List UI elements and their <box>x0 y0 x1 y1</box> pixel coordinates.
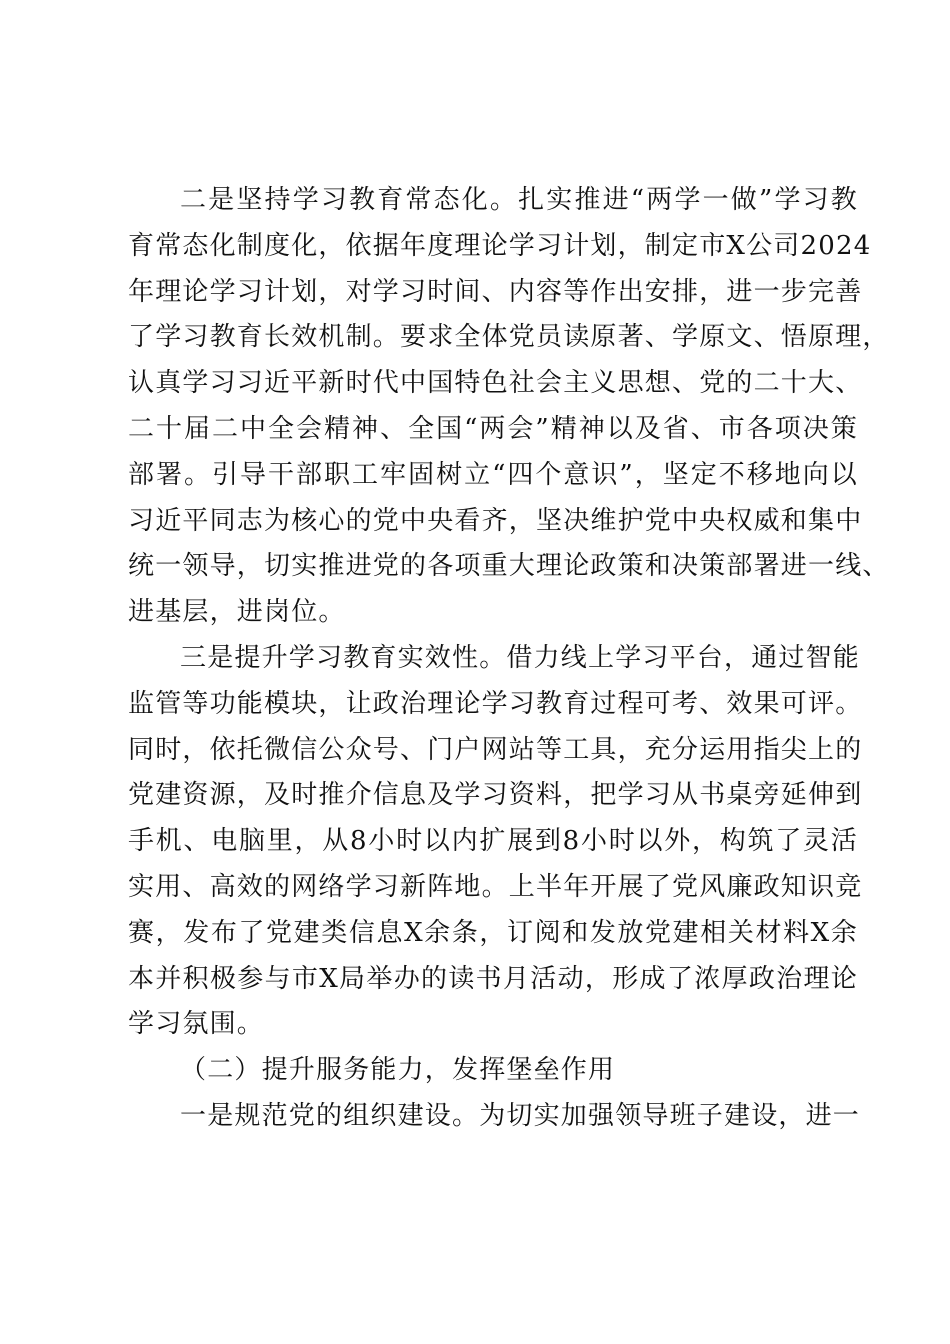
paragraph-line: 学习氛围。 <box>128 1009 265 1040</box>
paragraph-line: 监管等功能模块，让政治理论学习教育过程可考、效果可评。 <box>128 688 863 719</box>
paragraph-line: 部署。引导干部职工牢固树立“四个意识”，坚定不移地向以 <box>128 459 858 490</box>
paragraph-line: 同时，依托微信公众号、门户网站等工具，充分运用指尖上的 <box>128 734 863 765</box>
paragraph-line: 手机、电脑里，从8小时以内扩展到8小时以外，构筑了灵活 <box>128 826 858 857</box>
paragraph-line: 二是坚持学习教育常态化。扎实推进“两学一做”学习教 <box>180 185 858 215</box>
paragraph-line: 了学习教育长效机制。要求全体党员读原著、学原文、悟原理， <box>128 322 890 353</box>
paragraph-line: 育常态化制度化，依据年度理论学习计划，制定市X公司2024 <box>128 230 872 261</box>
paragraph-line: 党建资源，及时推介信息及学习资料，把学习从书桌旁延伸到 <box>128 780 863 811</box>
paragraph-line: 三是提升学习教育实效性。借力线上学习平台，通过智能 <box>180 642 861 673</box>
document-body <box>128 178 890 1140</box>
paragraph-line: 本并积极参与市X局举办的读书月活动，形成了浓厚政治理论 <box>128 963 858 994</box>
paragraph-line: 赛，发布了党建类信息X余条，订阅和发放党建相关材料X余 <box>128 917 858 948</box>
paragraph-line: 进基层，进岗位。 <box>128 597 346 628</box>
paragraph-line: 二十届二中全会精神、全国“两会”精神以及省、市各项决策 <box>128 413 858 444</box>
paragraph-line: 统一领导，切实推进党的各项重大理论政策和决策部署进一线、 <box>128 551 890 582</box>
paragraph-line: 年理论学习计划，对学习时间、内容等作出安排，进一步完善 <box>128 276 863 307</box>
paragraph-line: 一是规范党的组织建设。为切实加强领导班子建设，进一 <box>180 1100 861 1131</box>
section-heading: （二）提升服务能力，发挥堡垒作用 <box>180 1055 616 1086</box>
paragraph-line: 习近平同志为核心的党中央看齐，坚决维护党中央权威和集中 <box>128 505 863 536</box>
paragraph-line: 认真学习习近平新时代中国特色社会主义思想、党的二十大、 <box>128 368 863 399</box>
paragraph-line: 实用、高效的网络学习新阵地。上半年开展了党风廉政知识竞 <box>128 871 863 902</box>
